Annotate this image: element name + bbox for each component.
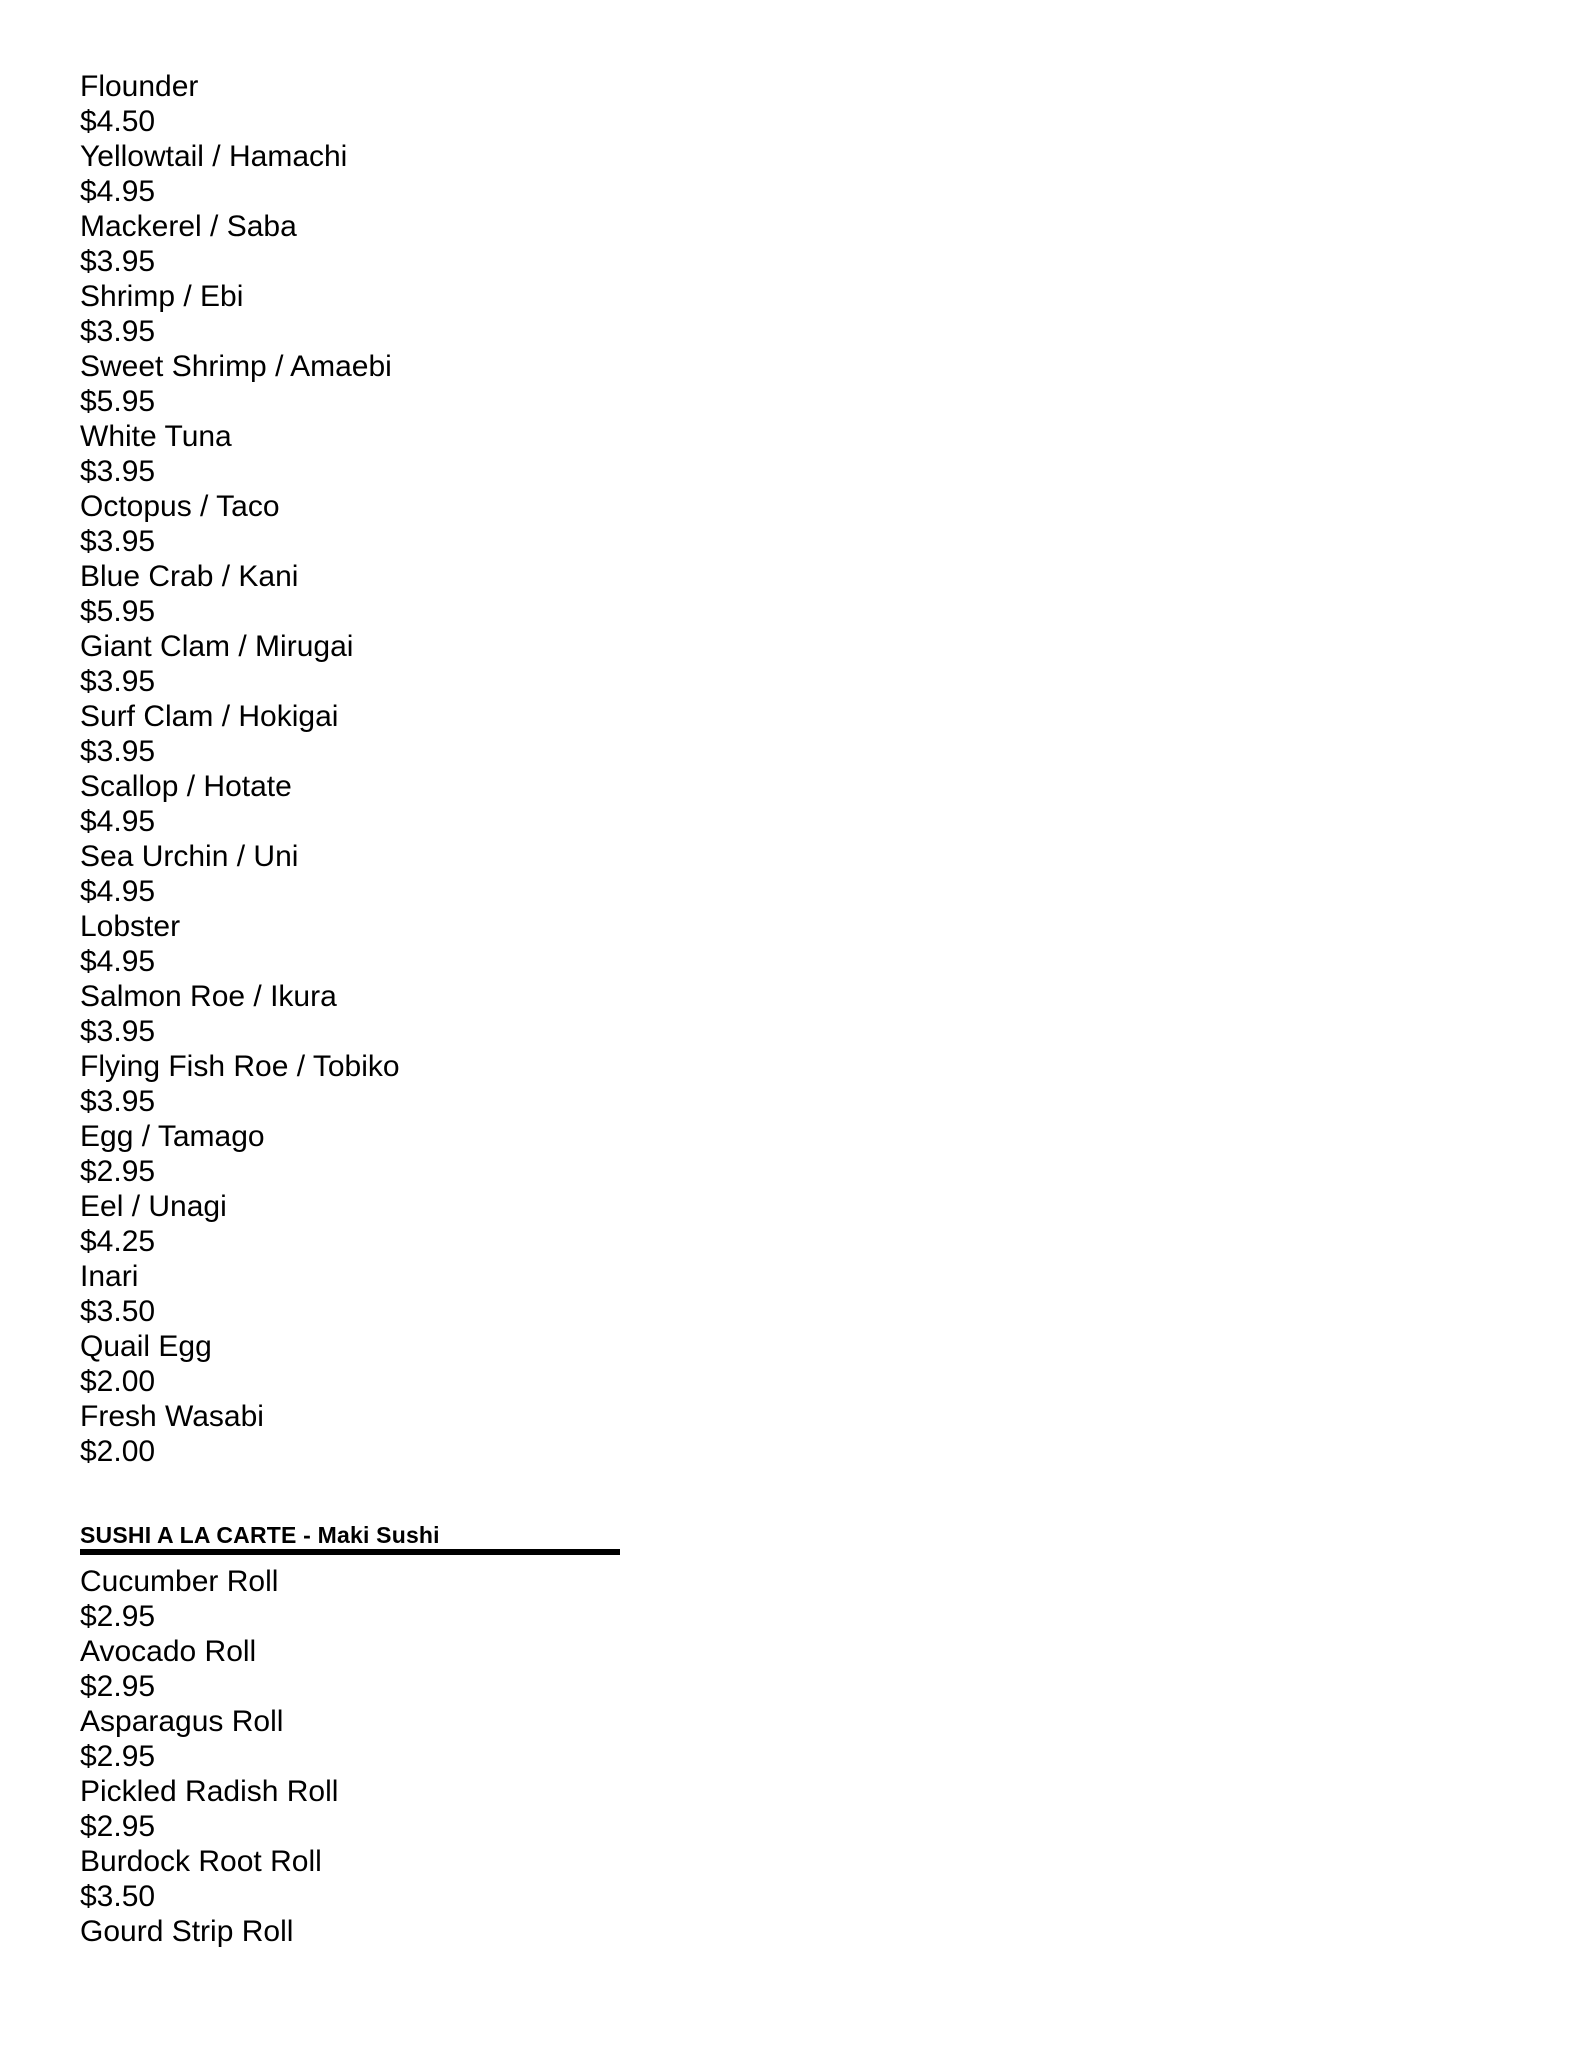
menu-item-price: $3.95 [80,455,156,488]
menu-item-price: $3.50 [80,1295,156,1328]
menu-item-name: Asparagus Roll [80,1705,284,1738]
menu-item-price: $4.95 [80,175,156,208]
menu-item-price: $3.95 [80,245,156,278]
menu-item-price: $3.95 [80,1085,156,1118]
menu-item-name: Yellowtail / Hamachi [80,140,348,173]
menu-item-name: Scallop / Hotate [80,770,292,803]
menu-item-name: Shrimp / Ebi [80,280,244,313]
menu-item-name: Gourd Strip Roll [80,1915,294,1948]
menu-item-price: $3.95 [80,1015,156,1048]
menu-item-price: $2.00 [80,1435,156,1468]
menu-item-price: $4.95 [80,945,156,978]
menu-item-name: Flounder [80,70,199,103]
menu-item-name: Burdock Root Roll [80,1845,322,1878]
menu-item-name: Inari [80,1260,139,1293]
menu-item-price: $2.95 [80,1670,156,1703]
menu-item-price: $2.95 [80,1740,156,1773]
menu-item-name: Blue Crab / Kani [80,560,299,593]
menu-item-name: Surf Clam / Hokigai [80,700,339,733]
menu-item-name: Sweet Shrimp / Amaebi [80,350,392,383]
menu-item-price: $5.95 [80,385,156,418]
menu-item-price: $3.95 [80,525,156,558]
menu-item-name: Fresh Wasabi [80,1400,264,1433]
menu-item-name: Flying Fish Roe / Tobiko [80,1050,400,1083]
menu-item-price: $4.50 [80,105,156,138]
menu-item-price: $4.25 [80,1225,156,1258]
menu-item-price: $4.95 [80,875,156,908]
menu-item-name: White Tuna [80,420,232,453]
menu-item-name: Sea Urchin / Uni [80,840,299,873]
menu-item-price: $3.95 [80,665,156,698]
menu-item-name: Mackerel / Saba [80,210,297,243]
menu-item-name: Egg / Tamago [80,1120,265,1153]
menu-item-price: $5.95 [80,595,156,628]
menu-item-name: Salmon Roe / Ikura [80,980,337,1013]
menu-item-name: Cucumber Roll [80,1565,279,1598]
menu-item-price: $2.95 [80,1155,156,1188]
menu-item-name: Octopus / Taco [80,490,280,523]
menu-item-price: $2.00 [80,1365,156,1398]
section-header-underline [80,1549,620,1555]
menu-item-price: $3.95 [80,315,156,348]
menu-item-name: Avocado Roll [80,1635,257,1668]
menu-items-list-a-la-carte [80,69,400,1469]
menu-item-price: $2.95 [80,1600,156,1633]
menu-item-name: Quail Egg [80,1330,212,1363]
menu-item-price: $2.95 [80,1810,156,1843]
menu-item-name: Eel / Unagi [80,1190,227,1223]
menu-item-price: $3.50 [80,1880,156,1913]
section-header-maki-sushi: SUSHI A LA CARTE - Maki Sushi [80,1522,440,1548]
menu-item-price: $3.95 [80,735,156,768]
menu-item-price: $4.95 [80,805,156,838]
menu-item-name: Pickled Radish Roll [80,1775,339,1808]
menu-item-name: Lobster [80,910,181,943]
menu-item-name: Giant Clam / Mirugai [80,630,354,663]
menu-items-list-maki-sushi [80,1564,338,1949]
